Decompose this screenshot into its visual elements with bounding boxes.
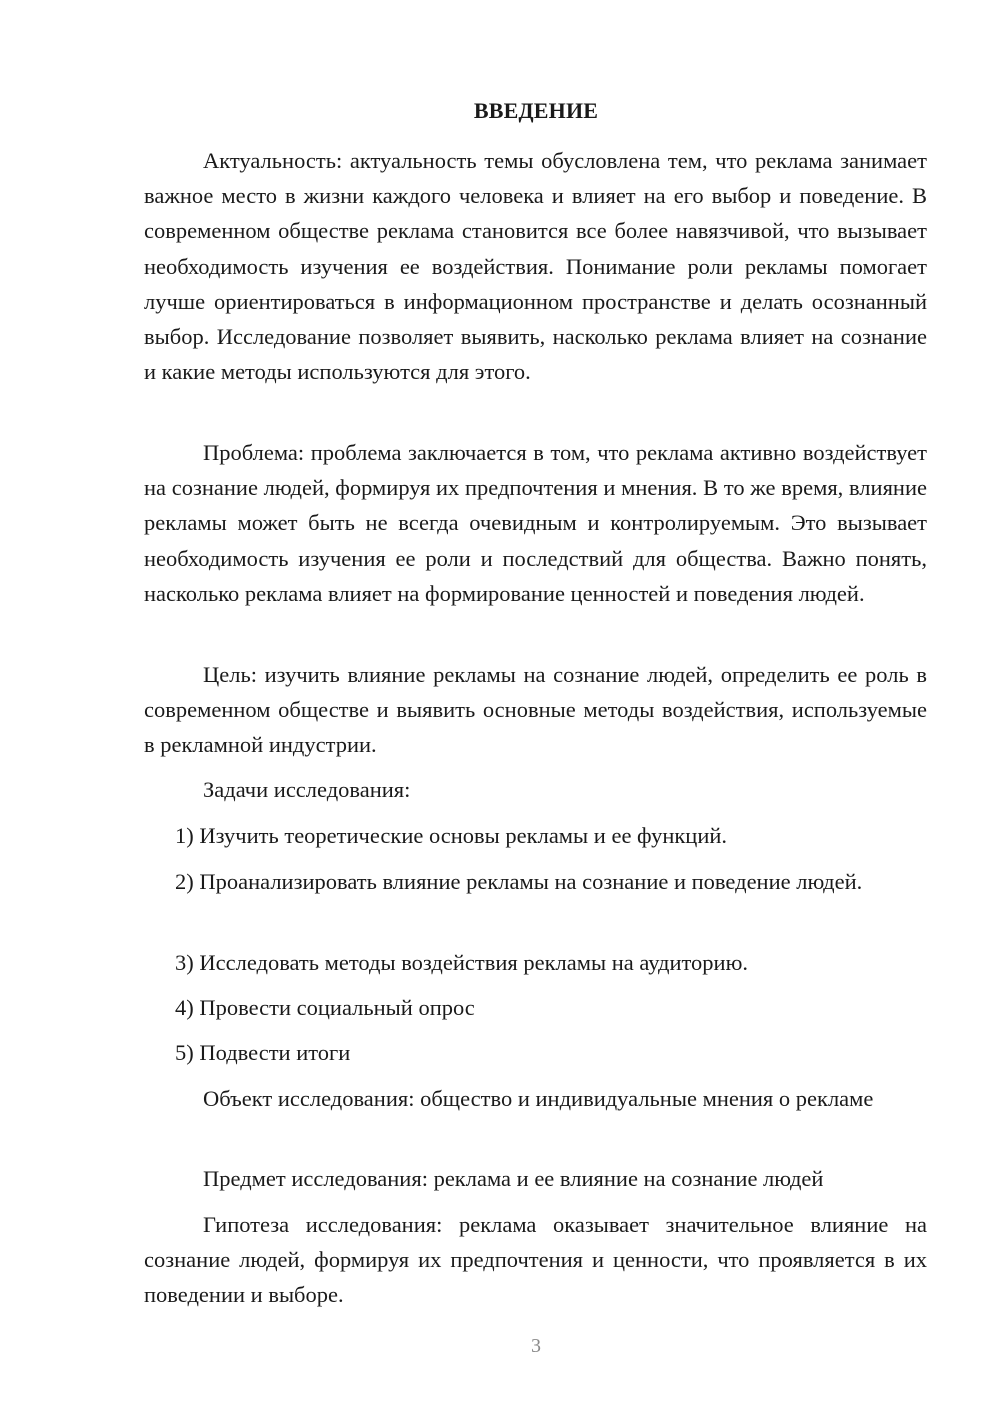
paragraph-object: Объект исследования: общество и индивидуальные мнения о рекламе xyxy=(203,1086,874,1111)
list-item: 1) Изучить теоретические основы рекламы и ее функций. xyxy=(175,823,728,848)
paragraph-relevance: Актуальность: актуальность темы обусловлена тем, что реклама занимает важное место в жизни каждого человека и влияет на его выбор и поведение. В современном обществе реклама становится все более навязчивой, что вызывает необходимость изучения ее воздействия. Понимание роли рекламы помогает лучше ориентироваться в информационном пространстве и делать осознанный выбор. Исследование позволяет выявить, насколько реклама влияет на сознание и какие методы используются для этого. xyxy=(144,148,927,385)
paragraph-problem: Проблема: проблема заключается в том, что реклама активно воздействует на сознание людей, формируя их предпочтения и мнения. В то же время, влияние рекламы может быть не всегда очевидным и контролируемым. Это вызывает необходимость изучения ее роли и последствий для общества. Важно понять, насколько реклама влияет на формирование ценностей и поведения людей. xyxy=(144,440,927,606)
list-item: 5) Подвести итоги xyxy=(175,1040,351,1065)
list-item: 4) Провести социальный опрос xyxy=(175,995,475,1020)
paragraph-goal: Цель: изучить влияние рекламы на сознание людей, определить ее роль в современном обществе и выявить основные методы воздействия, используемые в рекламной индустрии. xyxy=(144,662,927,758)
page-number: 3 xyxy=(531,1335,541,1357)
page-title: ВВЕДЕНИЕ xyxy=(473,98,599,123)
paragraph-subject: Предмет исследования: реклама и ее влияние на сознание людей xyxy=(203,1166,824,1191)
tasks-title: Задачи исследования: xyxy=(203,777,411,802)
list-item: 2) Проанализировать влияние рекламы на сознание и поведение людей. xyxy=(175,869,863,894)
paragraph-hypothesis: Гипотеза исследования: реклама оказывает значительное влияние на сознание людей, формируя их предпочтения и ценности, что проявляется в их поведении и выборе. xyxy=(144,1212,927,1308)
list-item: 3) Исследовать методы воздействия рекламы на аудиторию. xyxy=(175,950,749,975)
